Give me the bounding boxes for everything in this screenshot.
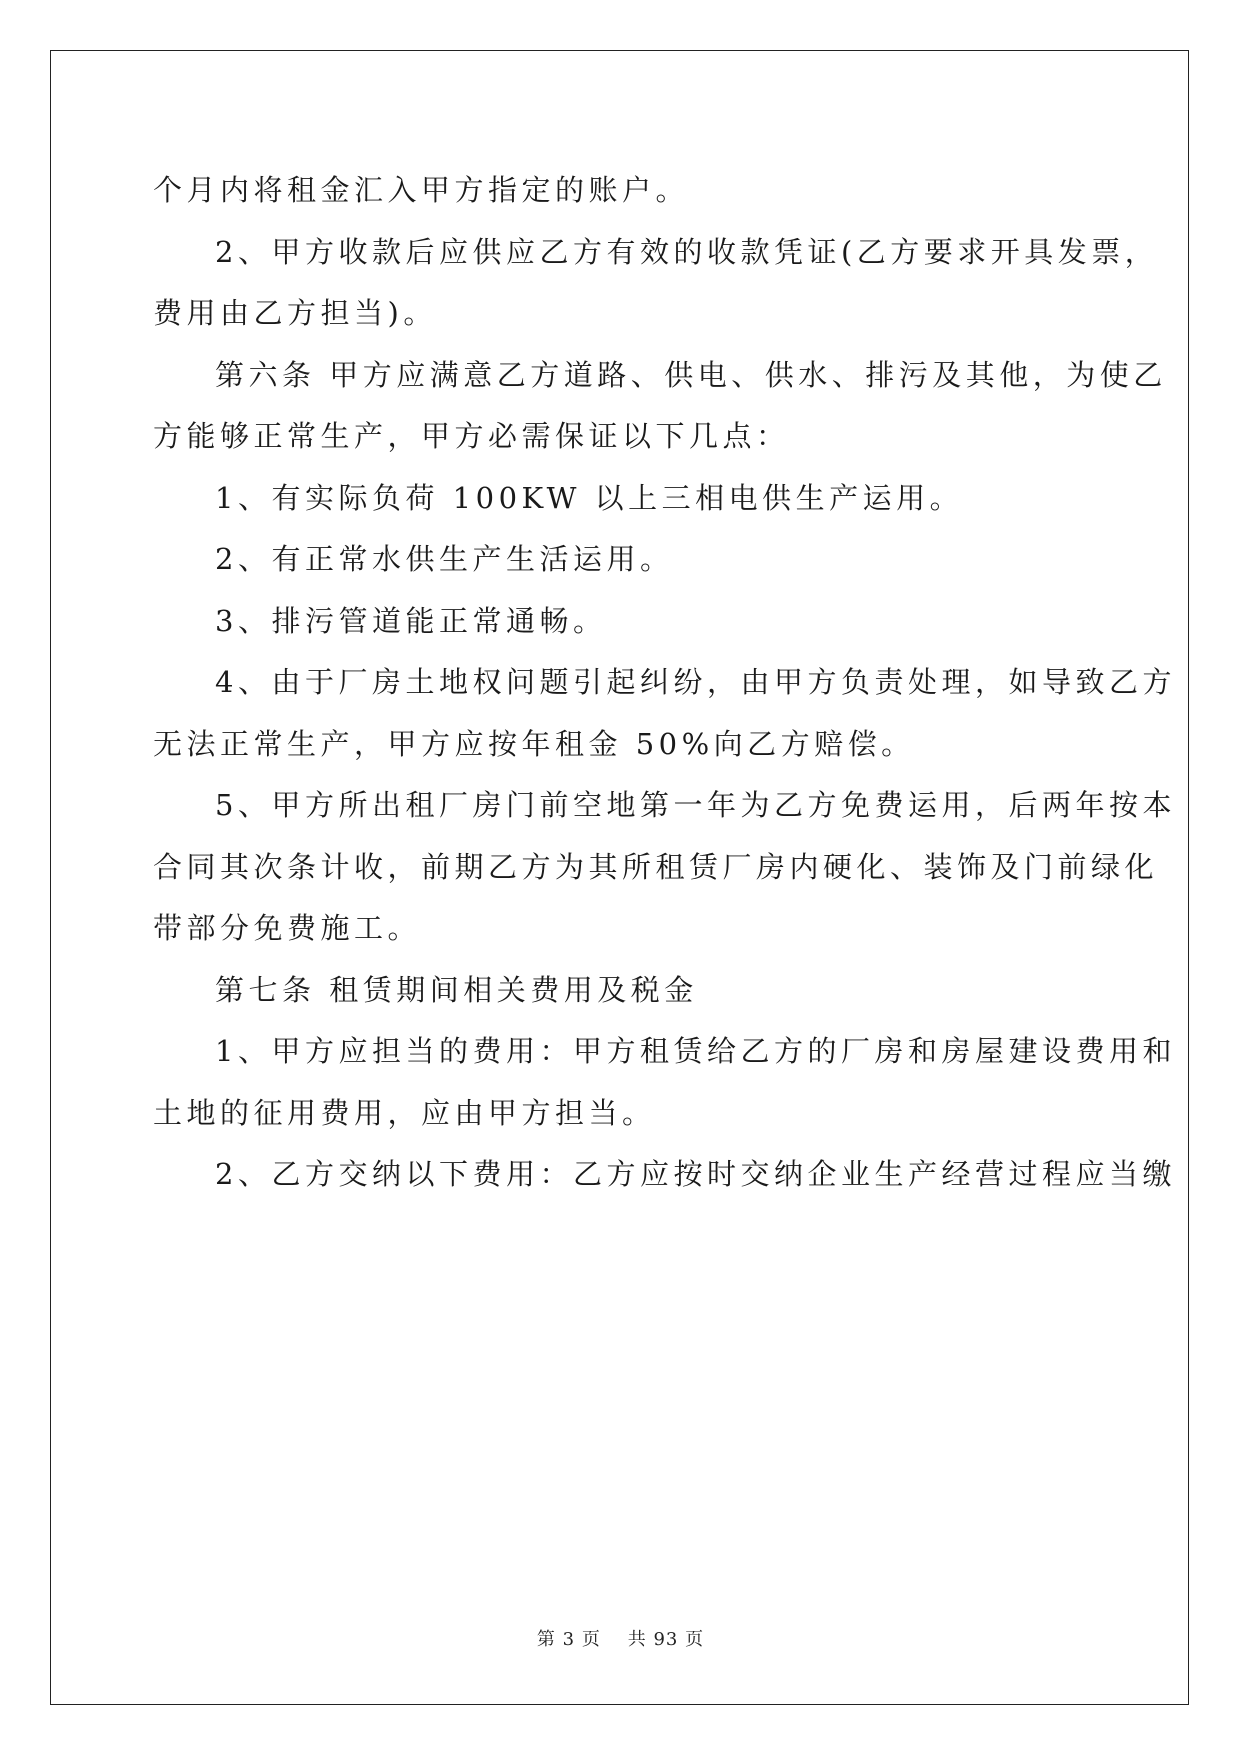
paragraph-fees-party-a [153, 1021, 1176, 1144]
paragraph-receipt [153, 222, 1159, 345]
text-line: 第七条 租赁期间相关费用及税金 [215, 972, 698, 1007]
paragraph-item-4 [153, 652, 1176, 775]
text-line: 无法正常生产，甲方应按年租金 50%向乙方赔偿。 [153, 726, 915, 761]
text-line: 费用由乙方担当)。 [153, 296, 437, 330]
paragraph-continuation [153, 160, 1089, 222]
text-line: 4、由于厂房土地权问题引起纠纷，由甲方负责处理，如导致乙方 [215, 665, 1176, 699]
text-line: 方能够正常生产，甲方必需保证以下几点： [153, 419, 790, 453]
page-footer [0, 1625, 1241, 1651]
text-line: 3、排污管道能正常通畅。 [215, 603, 607, 638]
page-total: 共 93 页 [627, 1629, 705, 1650]
text-line: 1、甲方应担当的费用：甲方租赁给乙方的厂房和房屋建设费用和 [215, 1034, 1176, 1068]
text-line: 2、甲方收款后应供应乙方有效的收款凭证(乙方要求开具发票， [215, 234, 1159, 269]
text-line: 2、乙方交纳以下费用：乙方应按时交纳企业生产经营过程应当缴 [215, 1157, 1176, 1191]
paragraph-item-3 [153, 591, 1089, 653]
paragraph-article-7 [153, 960, 1089, 1022]
paragraph-item-5 [153, 775, 1176, 960]
paragraph-item-1 [153, 468, 1089, 530]
text-line: 土地的征用费用，应由甲方担当。 [153, 1095, 656, 1130]
paragraph-fees-party-b [153, 1144, 1176, 1206]
text-line: 1、有实际负荷 100KW 以上三相电供生产运用。 [215, 480, 964, 515]
text-line: 带部分免费施工。 [153, 911, 422, 945]
paragraph-item-2 [153, 529, 1089, 591]
page-number: 第 3 页 [536, 1629, 601, 1650]
text-line: 合同其次条计收，前期乙方为其所租赁厂房内硬化、装饰及门前绿化 [153, 849, 1159, 884]
document-body [153, 160, 1176, 1206]
text-line: 个月内将租金汇入甲方指定的账户。 [153, 173, 690, 207]
text-line: 第六条 甲方应满意乙方道路、供电、供水、排污及其他，为使乙 [215, 357, 1167, 392]
text-line: 5、甲方所出租厂房门前空地第一年为乙方免费运用，后两年按本 [215, 788, 1176, 822]
text-line: 2、有正常水供生产生活运用。 [215, 542, 674, 576]
paragraph-article-6 [153, 345, 1167, 468]
